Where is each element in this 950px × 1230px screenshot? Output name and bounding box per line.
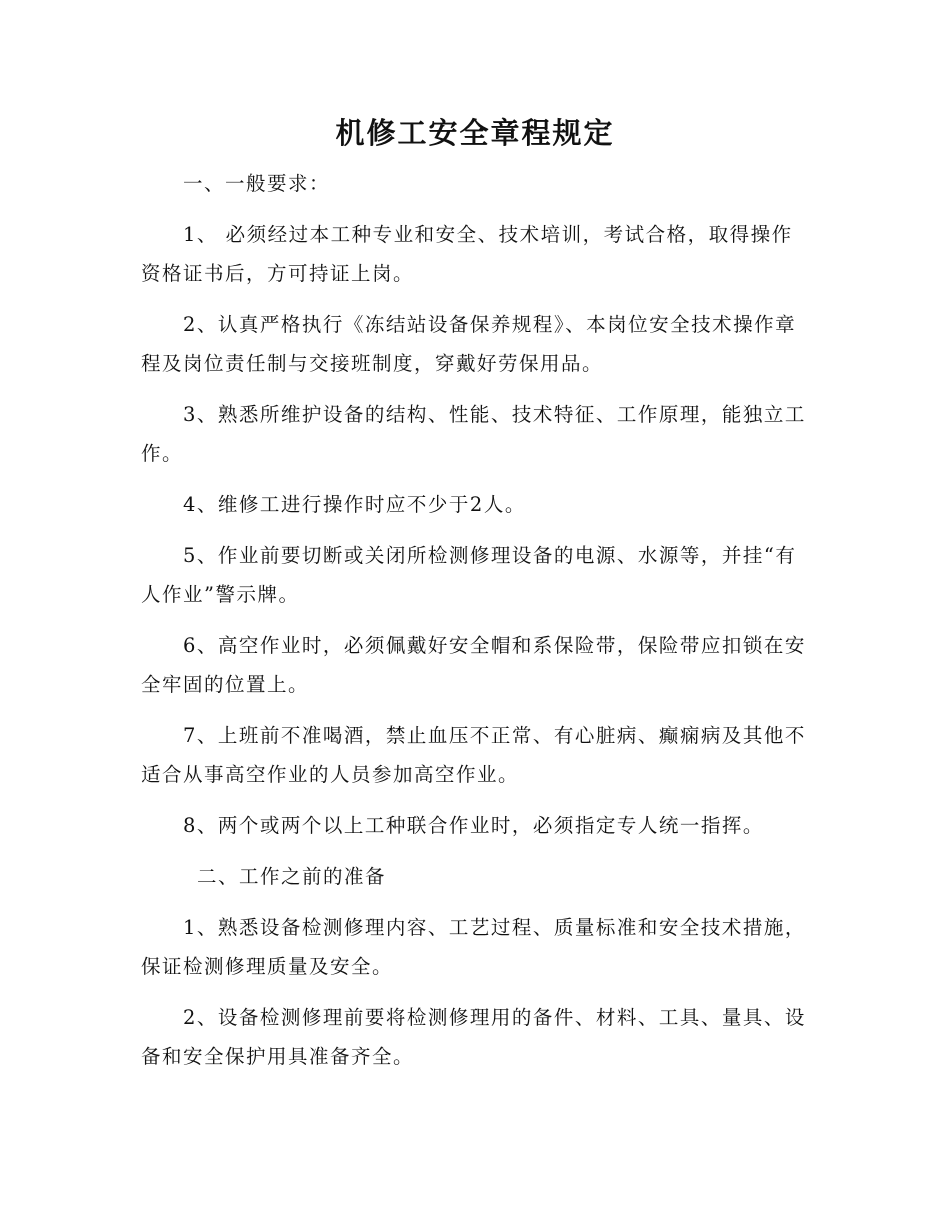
general-item-2: 2、认真严格执行《冻结站设备保养规程》、本岗位安全技术操作章程及岗位责任制与交接班制度，穿戴好劳保用品。 — [141, 313, 797, 375]
general-item-6: 6、高空作业时，必须佩戴好安全帽和系保险带，保险带应扣锁在安全牢固的位置上。 — [141, 634, 806, 696]
preparation-item-2: 2、设备检测修理前要将检测修理用的备件、材料、工具、量具、设备和安全保护用具准备齐全。 — [141, 1006, 806, 1068]
general-item-7: 7、上班前不准喝酒，禁止血压不正常、有心脏病、癫痫病及其他不适合从事高空作业的人员参加高空作业。 — [141, 724, 806, 786]
document-title: 机修工安全章程规定 — [335, 116, 615, 150]
section-heading-preparation: 二、工作之前的准备 — [197, 865, 387, 888]
general-item-5: 5、作业前要切断或关闭所检测修理设备的电源、水源等，并挂“有人作业”警示牌。 — [141, 544, 797, 606]
general-item-8: 8、两个或两个以上工种联合作业时，必须指定专人统一指挥。 — [183, 814, 764, 837]
preparation-item-1: 1、熟悉设备检测修理内容、工艺过程、质量标准和安全技术措施，保证检测修理质量及安全。 — [141, 916, 806, 978]
general-item-4: 4、维修工进行操作时应不少于2人。 — [183, 493, 526, 516]
general-item-1: 1、 必须经过本工种专业和安全、技术培训，考试合格，取得操作资格证书后，方可持证上岗。 — [141, 223, 793, 285]
document-body — [141, 164, 811, 1088]
section-heading-general: 一、一般要求： — [183, 172, 331, 195]
general-item-3: 3、熟悉所维护设备的结构、性能、技术特征、工作原理，能独立工作。 — [141, 403, 806, 465]
